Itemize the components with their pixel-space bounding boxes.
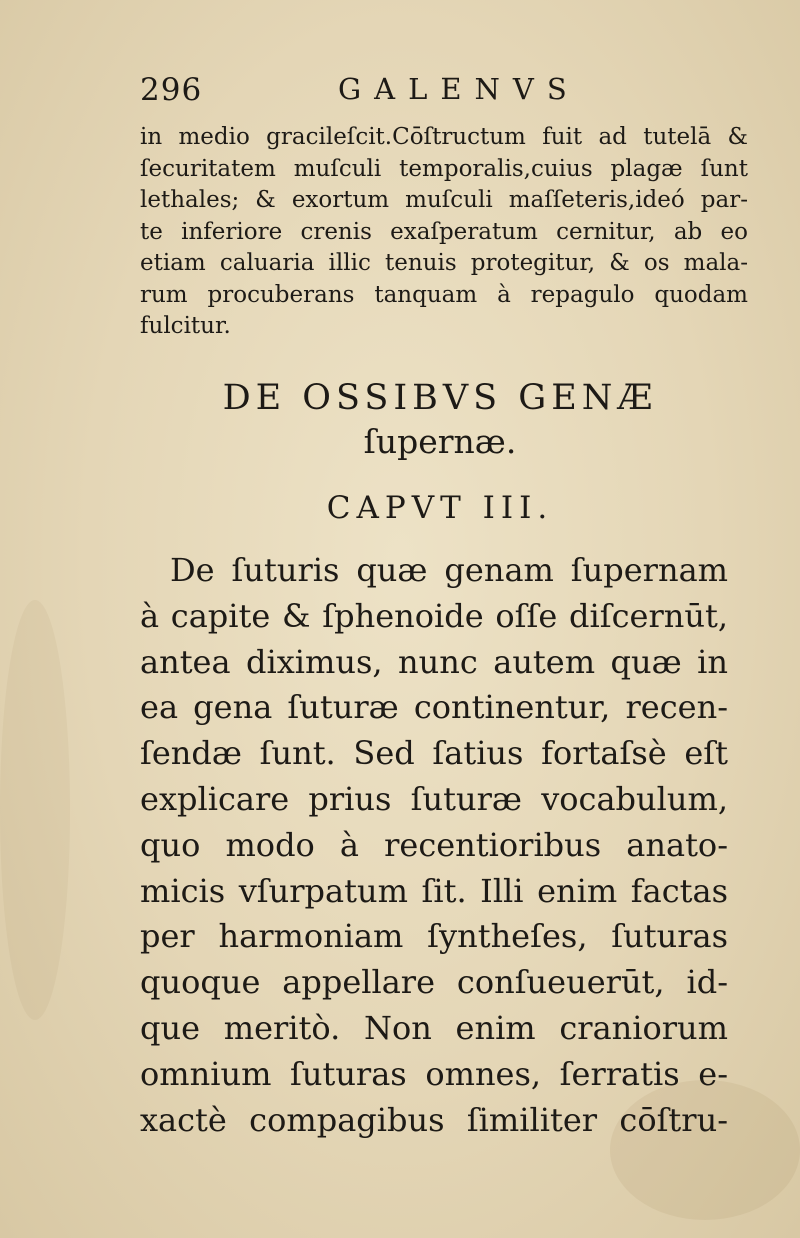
- text-line: fulcitur.: [140, 313, 231, 339]
- text-line: ſecuritatem muſculi temporalis,cuius plagæ ſunt: [140, 155, 748, 182]
- running-head: GALENVS: [338, 72, 580, 106]
- text-line: micis vſurpatum ſit. Illi enim factas: [140, 871, 728, 910]
- text-line: ſendæ ſunt. Sed ſatius fortaſsè eſt: [140, 734, 728, 773]
- chapter-title: [140, 376, 740, 464]
- text-line: omnium ſuturas omnes, ſerratis e-: [140, 1054, 728, 1093]
- text-line: antea diximus, nunc autem quæ in: [140, 642, 728, 681]
- text-line: xactè compagibus ſimiliter cōſtru-: [140, 1100, 728, 1139]
- chapter-body: [140, 548, 728, 1143]
- text-line: ea gena ſuturæ continentur, recen-: [140, 688, 728, 727]
- text-line: rum procuberans tanquam à repagulo quodam: [140, 281, 748, 308]
- text-line: à capite & ſphenoide oſſe diſcernūt,: [140, 596, 728, 635]
- text-line: explicare prius ſuturæ vocabulum,: [140, 779, 728, 818]
- text-line: in medio gracileſcit.Cōſtructum fuit ad tutelā &: [140, 124, 748, 150]
- page-header: [140, 72, 740, 122]
- text-line: etiam caluaria illic tenuis protegitur, & os mala-: [140, 250, 748, 276]
- paper-stain: [0, 600, 70, 1020]
- text-line: De ſuturis quæ genam ſupernam: [170, 551, 728, 589]
- text-line: quo modo à recentioribus anato-: [140, 825, 728, 864]
- preceding-paragraph: [140, 122, 748, 343]
- page-number: 296: [140, 72, 203, 108]
- text-line: lethales; & exortum muſculi maſſeteris,ideó par-: [140, 187, 748, 213]
- text-line: per harmoniam ſyntheſes, ſuturas: [140, 917, 728, 956]
- chapter-title-line: DE OSSIBVS GENÆ: [222, 378, 658, 418]
- chapter-heading: CAPVT III.: [326, 490, 554, 526]
- text-line: te inferiore crenis exaſperatum cernitur, ab eo: [140, 218, 748, 245]
- text-line: quoque appellare conſueuerūt, id-: [140, 963, 728, 1002]
- text-line: que meritò. Non enim craniorum: [140, 1008, 728, 1047]
- chapter-title-line: ſupernæ.: [363, 422, 517, 461]
